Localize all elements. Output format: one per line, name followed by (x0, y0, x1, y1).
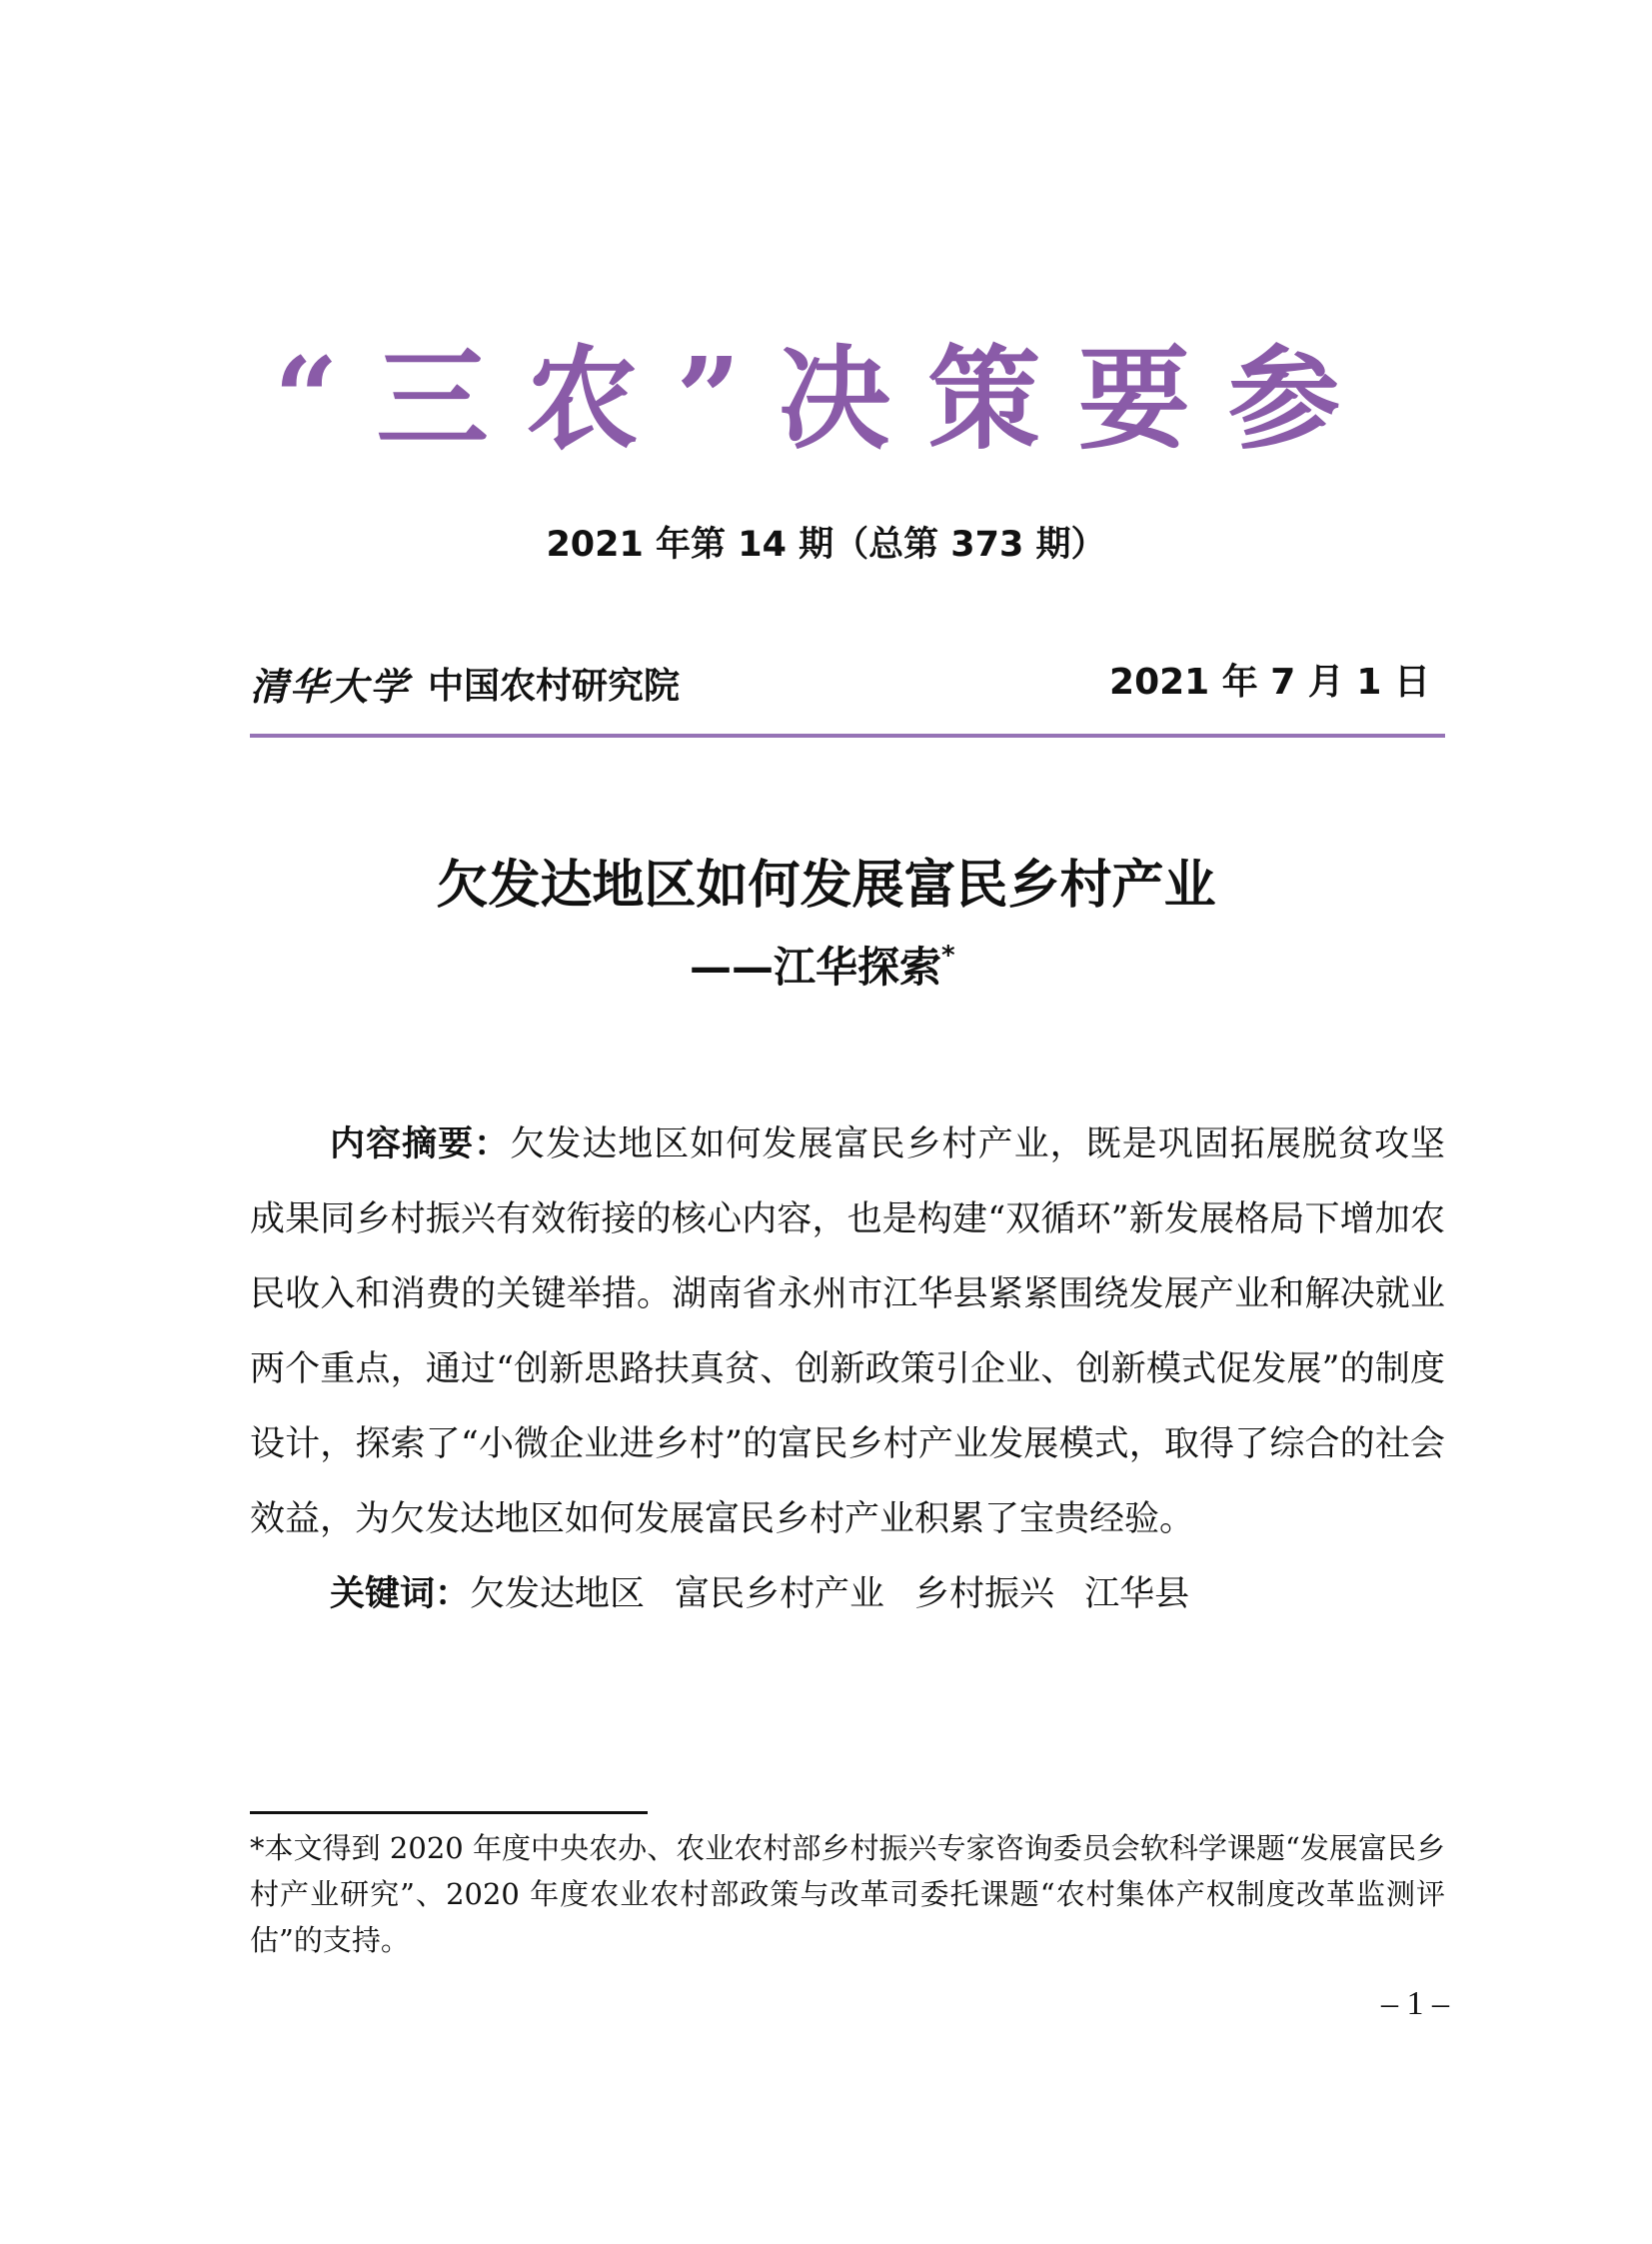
abstract-section (250, 1108, 1445, 1632)
abstract-text: 欠发达地区如何发展富民乡村产业，既是巩固拓展脱贫攻坚成果同乡村振兴有效衔接的核心内容，也是构建“双循环”新发展格局下增加农民收入和消费的关键举措。湖南省永州市江华县紧紧围绕发展产业和解决就业两个重点，通过“创新思路扶真贫、创新政策引企业、创新模式促发展”的制度设计，探索了“小微企业进乡村”的富民乡村产业发展模式，取得了综合的社会效益，为欠发达地区如何发展富民乡村产业积累了宝贵经验。 (250, 1124, 1445, 1539)
keyword: 欠发达地区 (470, 1574, 646, 1614)
keyword: 乡村振兴 (914, 1574, 1055, 1614)
institute-name: 中国农村研究院 (428, 665, 681, 707)
article-subtitle (690, 938, 955, 998)
header-divider (250, 734, 1445, 738)
keyword: 富民乡村产业 (675, 1574, 885, 1614)
publisher (250, 655, 680, 711)
footnote: *本文得到 2020 年度中央农办、农业农村部乡村振兴专家咨询委员会软科学课题“发展富民乡村产业研究”、2020 年度农业农村部政策与改革司委托课题“农村集体产权制度改革监测评估”的支持。 (250, 1831, 1445, 1957)
issue-number: 2021 年第 14 期（总第 373 期） (546, 525, 1106, 565)
keywords-label: 关键词： (330, 1574, 471, 1614)
article-title: 欠发达地区如何发展富民乡村产业 (436, 856, 1216, 916)
subtitle-text: ——江华探索 (690, 943, 942, 992)
keywords-line (250, 1557, 1445, 1632)
page-number: – 1 – (1381, 1985, 1449, 2022)
abstract-label: 内容摘要： (330, 1124, 511, 1164)
abstract-paragraph (250, 1108, 1445, 1557)
publication-date: 2021 年 7 月 1 日 (1109, 662, 1430, 703)
footnote-marker: * (941, 941, 955, 971)
masthead-title: “三农”决策要参 (274, 334, 1378, 465)
keyword: 江华县 (1084, 1574, 1190, 1614)
university-logo: 清华大学 (250, 663, 411, 709)
footnote-divider (250, 1811, 648, 1814)
